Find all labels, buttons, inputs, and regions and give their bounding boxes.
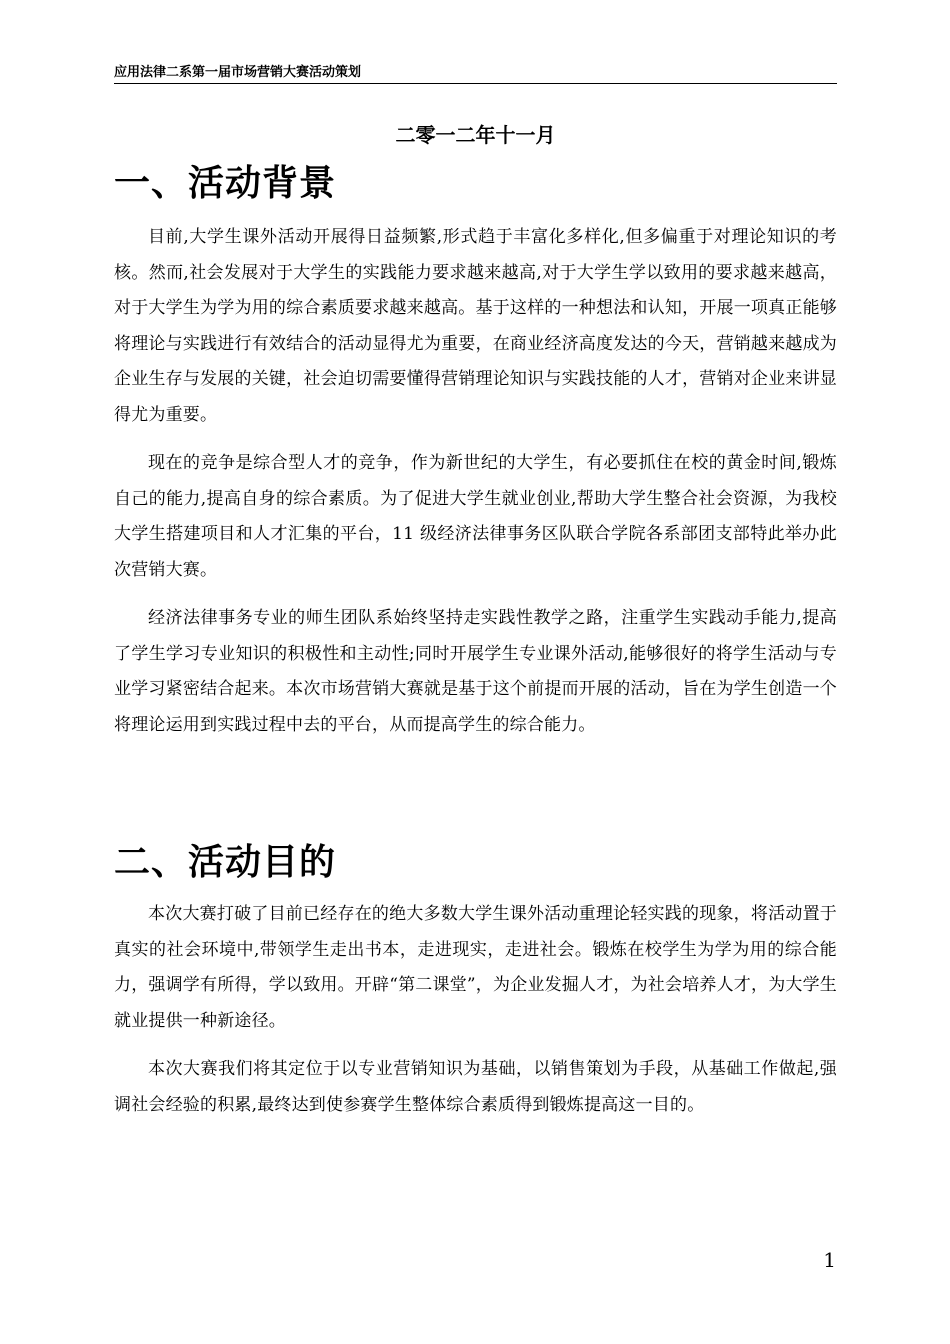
section-heading-purpose: 二、活动目的 xyxy=(114,842,337,883)
date-line: 二零一二年十一月 xyxy=(395,123,556,147)
paragraph: 经济法律事务专业的师生团队系始终坚持走实践性教学之路，注重学生实践动手能力,提高了学生学习专业知识的积极性和主动性;同时开展学生专业课外活动,能够很好的将学生活动与专业学习紧密结合起来。本次市场营销大赛就是基于这个前提而开展的活动，旨在为学生创造一个将理论运用到实践过程中去的平台，从而提高学生的综合能力。 xyxy=(114,608,837,735)
paragraph: 现在的竞争是综合型人才的竞争，作为新世纪的大学生，有必要抓住在校的黄金时间,锻炼自己的能力,提高自身的综合素质。为了促进大学生就业创业,帮助大学生整合社会资源，为我校大学生搭建项目和人才汇集的平台，11 级经济法律事务区队联合学院各系部团支部特此举办此次营销大赛。 xyxy=(114,453,837,580)
paragraph: 本次大赛我们将其定位于以专业营销知识为基础，以销售策划为手段，从基础工作做起,强调社会经验的积累,最终达到使参赛学生整体综合素质得到锻炼提高这一目的。 xyxy=(114,1059,837,1115)
paragraph: 目前,大学生课外活动开展得日益频繁,形式趋于丰富化多样化,但多偏重于对理论知识的考核。然而,社会发展对于大学生的实践能力要求越来越高,对于大学生学以致用的要求越来越高，对于大学生为学为用的综合素质要求越来越高。基于这样的一种想法和认知，开展一项真正能够将理论与实践进行有效结合的活动显得尤为重要，在商业经济高度发达的今天，营销越来越成为企业生存与发展的关键，社会迫切需要懂得营销理论知识与实践技能的人才，营销对企业来讲显得尤为重要。 xyxy=(114,227,837,425)
page-number: 1 xyxy=(823,1248,836,1272)
section-heading-background: 一、活动背景 xyxy=(114,163,337,204)
running-header: 应用法律二系第一届市场营销大赛活动策划 xyxy=(114,64,837,84)
document-body xyxy=(114,118,837,1136)
paragraph: 本次大赛打破了目前已经存在的绝大多数大学生课外活动重理论轻实践的现象，将活动置于真实的社会环境中,带领学生走出书本，走进现实，走进社会。锻炼在校学生为学为用的综合能力，强调学有所得，学以致用。开辟“第二课堂”，为企业发掘人才，为社会培养人才，为大学生就业提供一种新途径。 xyxy=(114,904,837,1031)
